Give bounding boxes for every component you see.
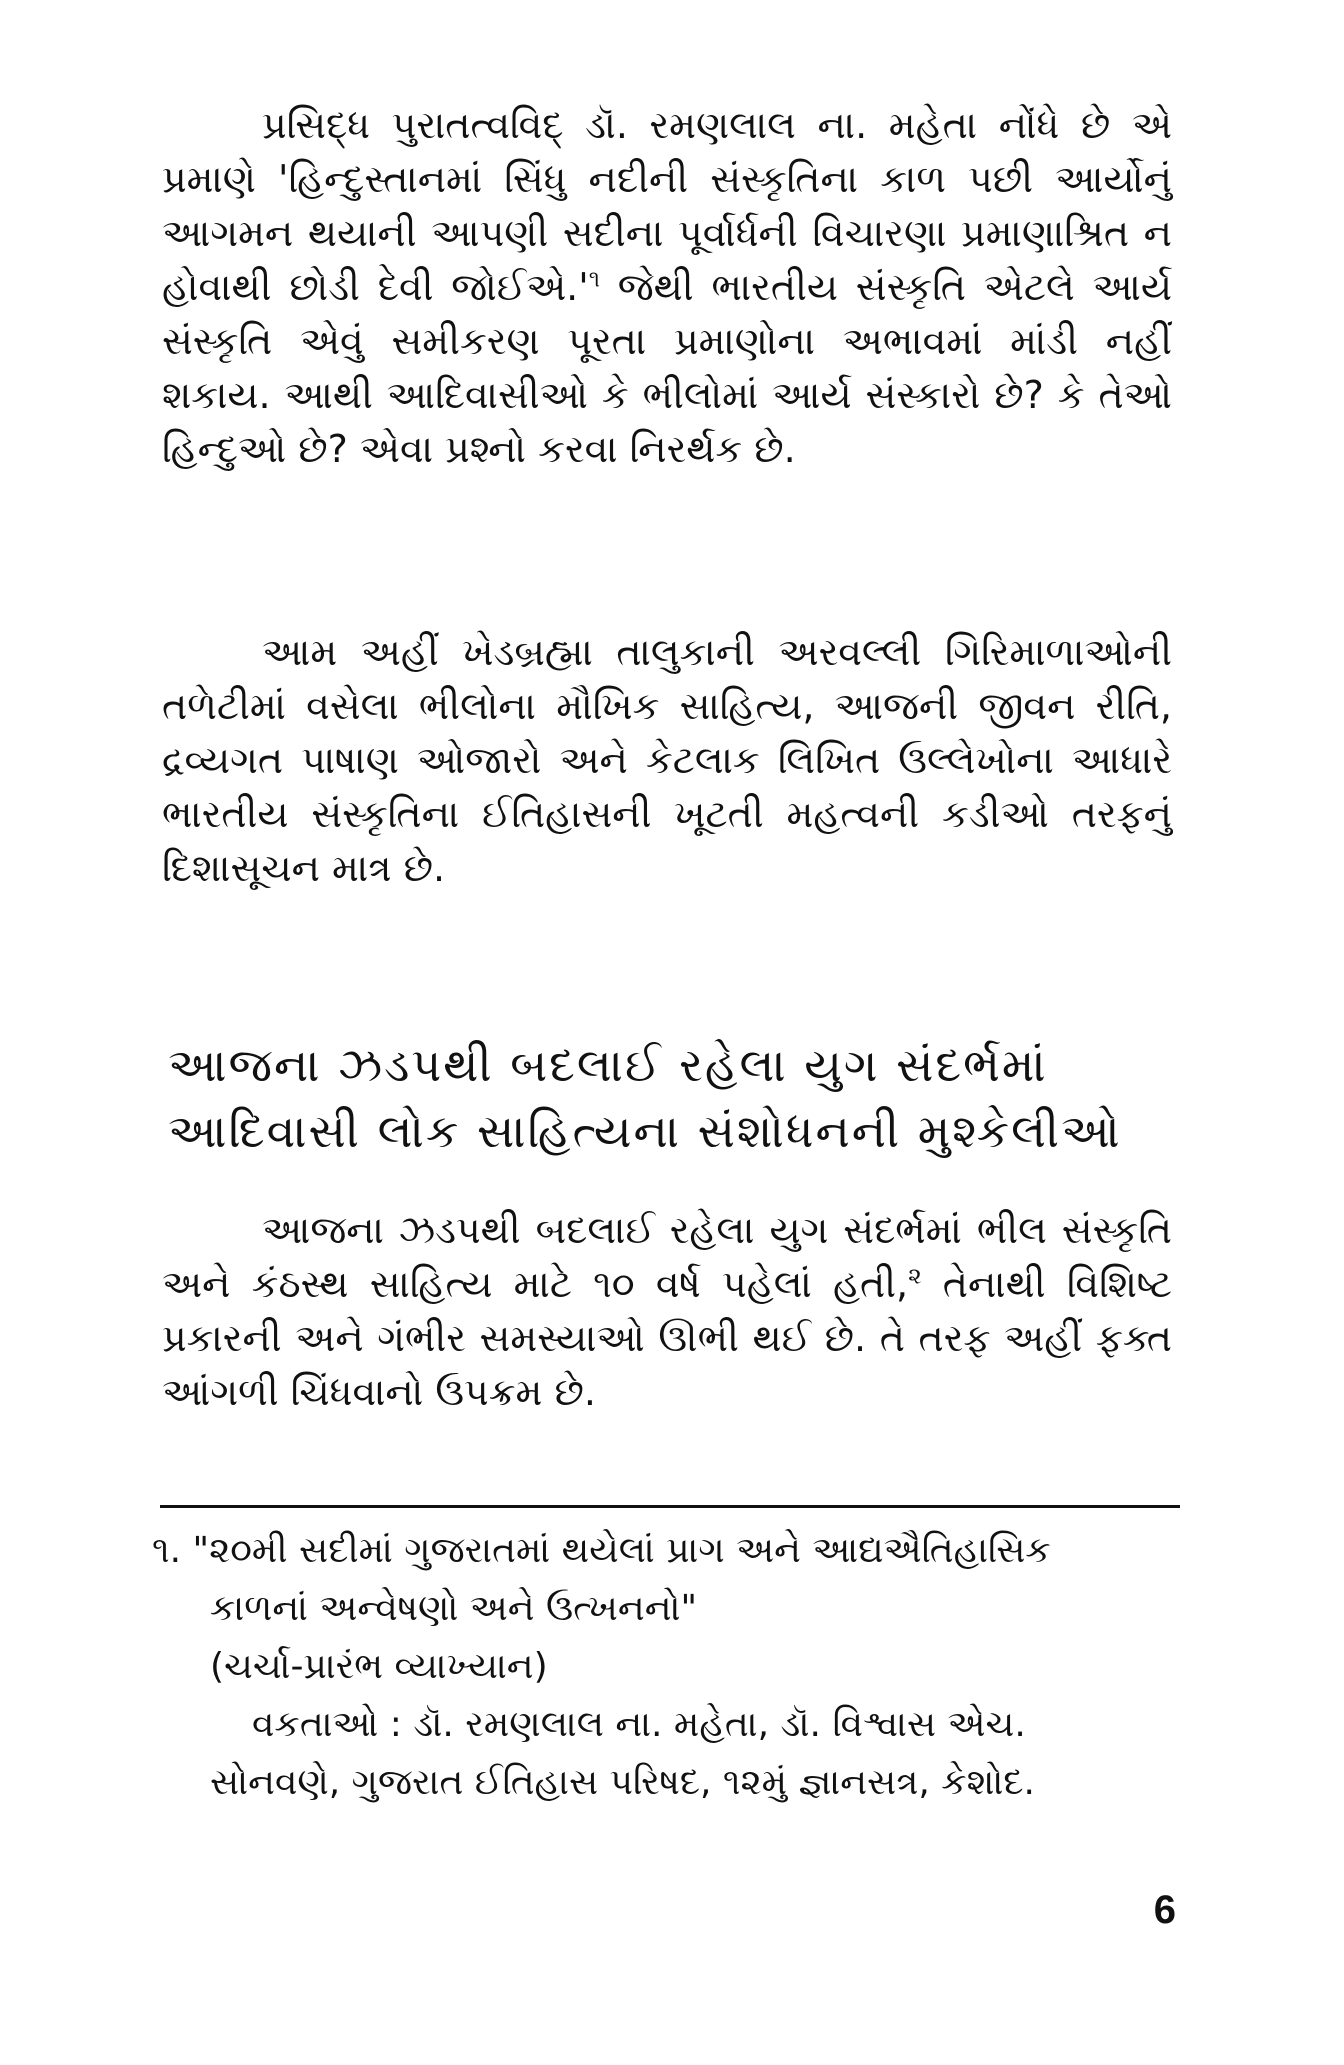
footnote-line-1: ૧. "૨૦મી સદીમાં ગુજરાતમાં થયેલાં પ્રાગ અને આદ્યઐતિહાસિક xyxy=(152,1530,1051,1571)
footnote-divider xyxy=(160,1505,1180,1508)
footnote-ref-1: ૧ xyxy=(588,266,600,293)
paragraph-intro-text-cont: જેથી ભારતીય સંસ્કૃતિ એટલે આર્ય સંસ્કૃતિ એવું સમીકરણ પૂરતા પ્રમાણોના અભાવમાં માંડી નહીં શકાય. આથી આદિવાસીઓ કે ભીલોમાં આર્ય સંસ્કારો છે? કે તેઓ હિન્દુઓ છે? એવા પ્રશ્નો કરવા નિરર્થક છે. xyxy=(162,265,1172,471)
section-heading-line-2: આદિવાસી લોક સાહિત્યના સંશોધનની મુશ્કેલીઓ xyxy=(168,1104,1122,1158)
footnote-line-4: વકતાઓ : ડૉ. રમણલાલ ના. મહેતા, ડૉ. વિશ્વાસ એચ. xyxy=(252,1704,1026,1745)
paragraph-third xyxy=(162,1203,1172,1419)
footnote-ref-2: ૨ xyxy=(908,1263,922,1290)
footnote-block xyxy=(152,1522,1182,1812)
footnote-line-3: (ચર્ચા-પ્રારંભ વ્યાખ્યાન) xyxy=(210,1646,548,1687)
footnote-line-5: સોનવણે, ગુજરાત ઈતિહાસ પરિષદ, ૧૨મું જ્ઞાનસત્ર, કેશોદ. xyxy=(210,1762,1035,1803)
paragraph-intro xyxy=(162,98,1172,476)
paragraph-second xyxy=(162,625,1172,895)
section-heading-line-1: આજના ઝડપથી બદલાઈ રહેલા યુગ સંદર્ભમાં xyxy=(168,1038,1048,1092)
paragraph-third-text-cont: તેનાથી વિશિષ્ટ પ્રકારની અને ગંભીર સમસ્યાઓ ઊભી થઈ છે. તે તરફ અહીં ફક્ત આંગળી ચિંધવાનો ઉપક્રમ છે. xyxy=(162,1262,1172,1414)
page-number: 6 xyxy=(1153,1888,1176,1932)
paragraph-second-text: આમ અહીં ખેડબ્રહ્મા તાલુકાની અરવલ્લી ગિરિમાળાઓની તળેટીમાં વસેલા ભીલોના મૌખિક સાહિત્ય, આજની જીવન રીતિ, દ્રવ્યગત પાષાણ ઓજારો અને કેટલાક લિખિત ઉલ્લેખોના આધારે ભારતીય સંસ્કૃતિના ઈતિહાસની ખૂટતી મહત્વની કડીઓ તરફનું દિશાસૂચન માત્ર છે. xyxy=(162,630,1172,890)
footnote-line-2: કાળનાં અન્વેષણો અને ઉત્ખનનો" xyxy=(210,1588,698,1629)
paragraph-intro-text: પ્રસિદ્ધ પુરાતત્વવિદ્ ડૉ. રમણલાલ ના. મહેતા નોંધે છે એ પ્રમાણે 'હિન્દુસ્તાનમાં સિંધુ નદીની સંસ્કૃતિના કાળ પછી આર્યોનું આગમન થયાની આપણી સદીના પૂર્વાર્ધની વિચારણા પ્રમાણાશ્રિત ન હોવાથી છોડી દેવી જોઈએ.' xyxy=(162,103,1172,309)
paragraph-third-text: આજના ઝડપથી બદલાઈ રહેલા યુગ સંદર્ભમાં ભીલ સંસ્કૃતિ અને કંઠસ્થ સાહિત્ય માટે ૧૦ વર્ષ પહેલાં હતી, xyxy=(162,1208,1172,1306)
section-heading xyxy=(168,1032,1168,1164)
